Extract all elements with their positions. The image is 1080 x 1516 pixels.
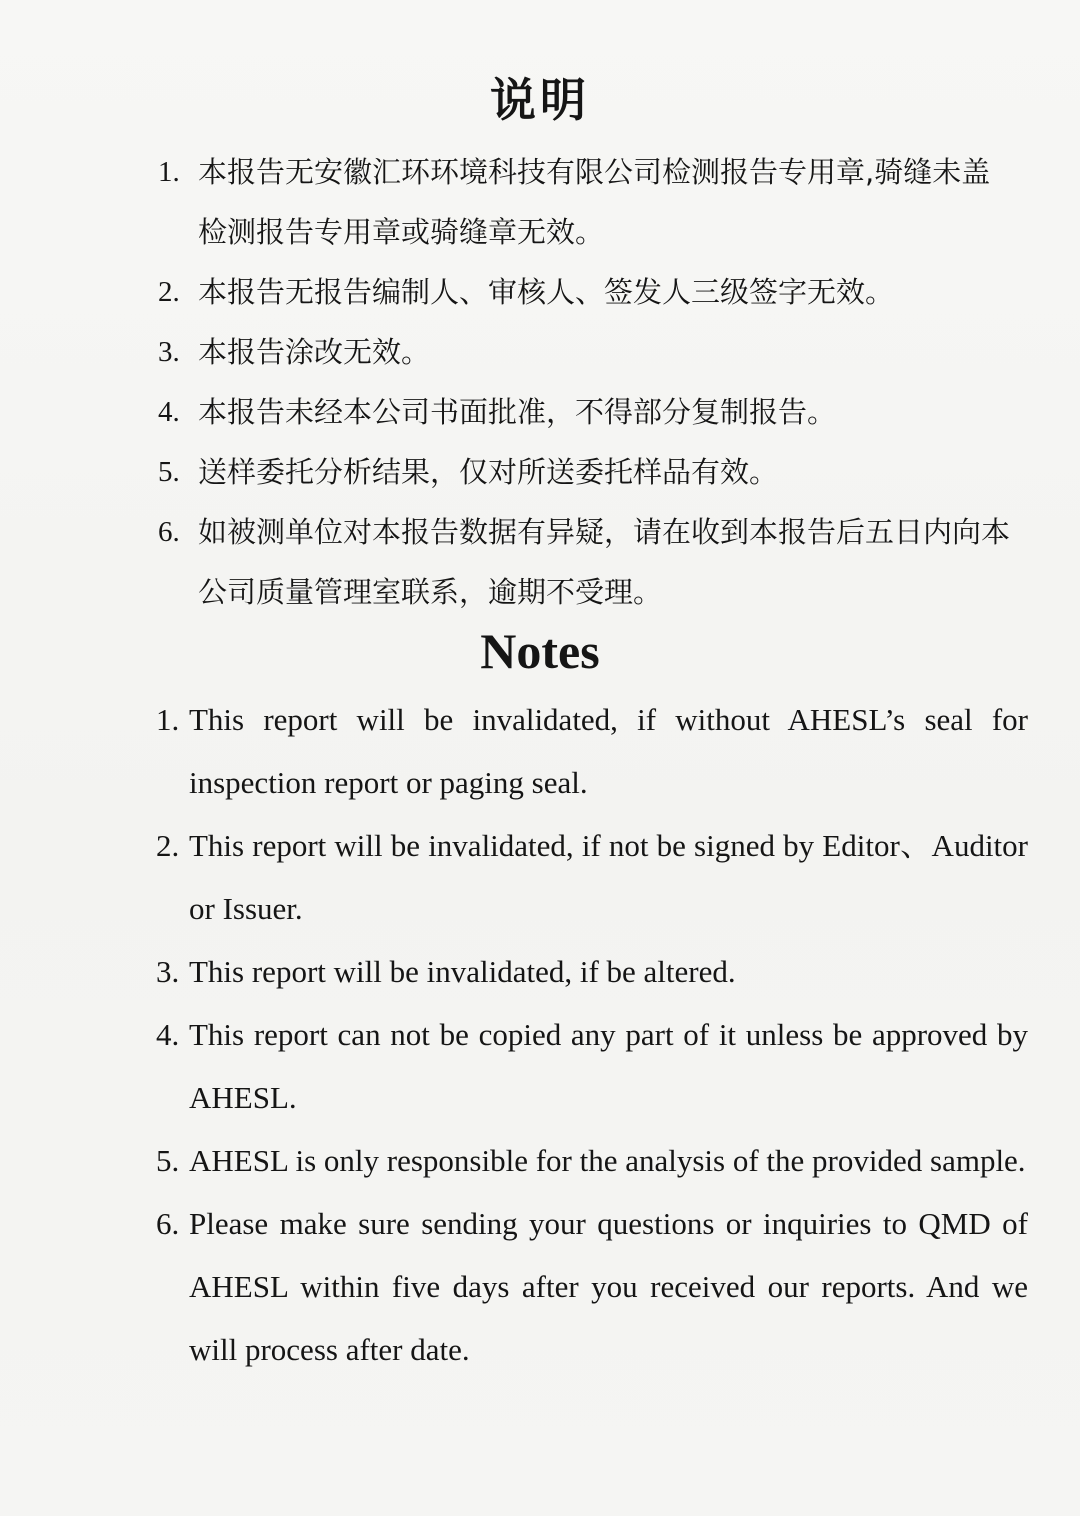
chinese-note-number: 6. — [158, 516, 180, 548]
chinese-note-2 — [158, 262, 1018, 322]
english-note-number: 1. — [156, 702, 180, 737]
chinese-note-text: 本报告无报告编制人、审核人、签发人三级签字无效。 — [198, 275, 895, 309]
english-note-3 — [156, 940, 1028, 1003]
english-note-6 — [156, 1192, 1028, 1381]
chinese-title: 说明 — [490, 73, 590, 127]
chinese-note-text: 本报告未经本公司书面批准，不得部分复制报告。 — [198, 395, 837, 429]
english-note-text: Please make sure sending your questions or inquiries to QMD of AHESL within five days after you received our reports. And we will process after date. — [189, 1206, 1028, 1367]
english-note-number: 5. — [156, 1143, 180, 1178]
english-note-number: 2. — [156, 828, 180, 863]
chinese-note-number: 1. — [158, 156, 180, 188]
english-note-number: 6. — [156, 1206, 180, 1241]
english-note-5 — [156, 1129, 1028, 1192]
english-note-text: This report can not be copied any part of it unless be approved by AHESL. — [189, 1017, 1028, 1115]
chinese-note-4 — [158, 382, 1018, 442]
chinese-note-text: 送样委托分析结果，仅对所送委托样品有效。 — [198, 455, 779, 489]
english-note-text: AHESL is only responsible for the analysis of the provided sample. — [189, 1143, 1026, 1178]
chinese-note-number: 4. — [158, 396, 180, 428]
english-note-1 — [156, 688, 1028, 814]
chinese-note-number: 3. — [158, 336, 180, 368]
chinese-note-number: 2. — [158, 276, 180, 308]
english-note-text: This report will be invalidated, if not be signed by Editor、Auditor or Issuer. — [189, 828, 1028, 926]
english-note-number: 3. — [156, 954, 180, 989]
english-notes-list — [156, 688, 1028, 1381]
chinese-note-text: 如被测单位对本报告数据有异疑，请在收到本报告后五日内向本公司质量管理室联系，逾期不受理。 — [198, 515, 1011, 609]
english-title: Notes — [480, 623, 600, 679]
english-note-text: This report will be invalidated, if without AHESL’s seal for inspection report or paging seal. — [189, 702, 1028, 800]
chinese-notes-list — [158, 142, 1018, 622]
english-note-2 — [156, 814, 1028, 940]
chinese-note-6 — [158, 502, 1018, 622]
chinese-note-number: 5. — [158, 456, 180, 488]
chinese-note-3 — [158, 322, 1018, 382]
chinese-note-text: 本报告涂改无效。 — [198, 335, 431, 369]
chinese-note-5 — [158, 442, 1018, 502]
chinese-note-1 — [158, 142, 1018, 262]
english-note-text: This report will be invalidated, if be altered. — [189, 954, 736, 989]
english-note-number: 4. — [156, 1017, 180, 1052]
chinese-note-text: 本报告无安徽汇环环境科技有限公司检测报告专用章,骑缝未盖检测报告专用章或骑缝章无效。 — [198, 155, 991, 249]
english-note-4 — [156, 1003, 1028, 1129]
